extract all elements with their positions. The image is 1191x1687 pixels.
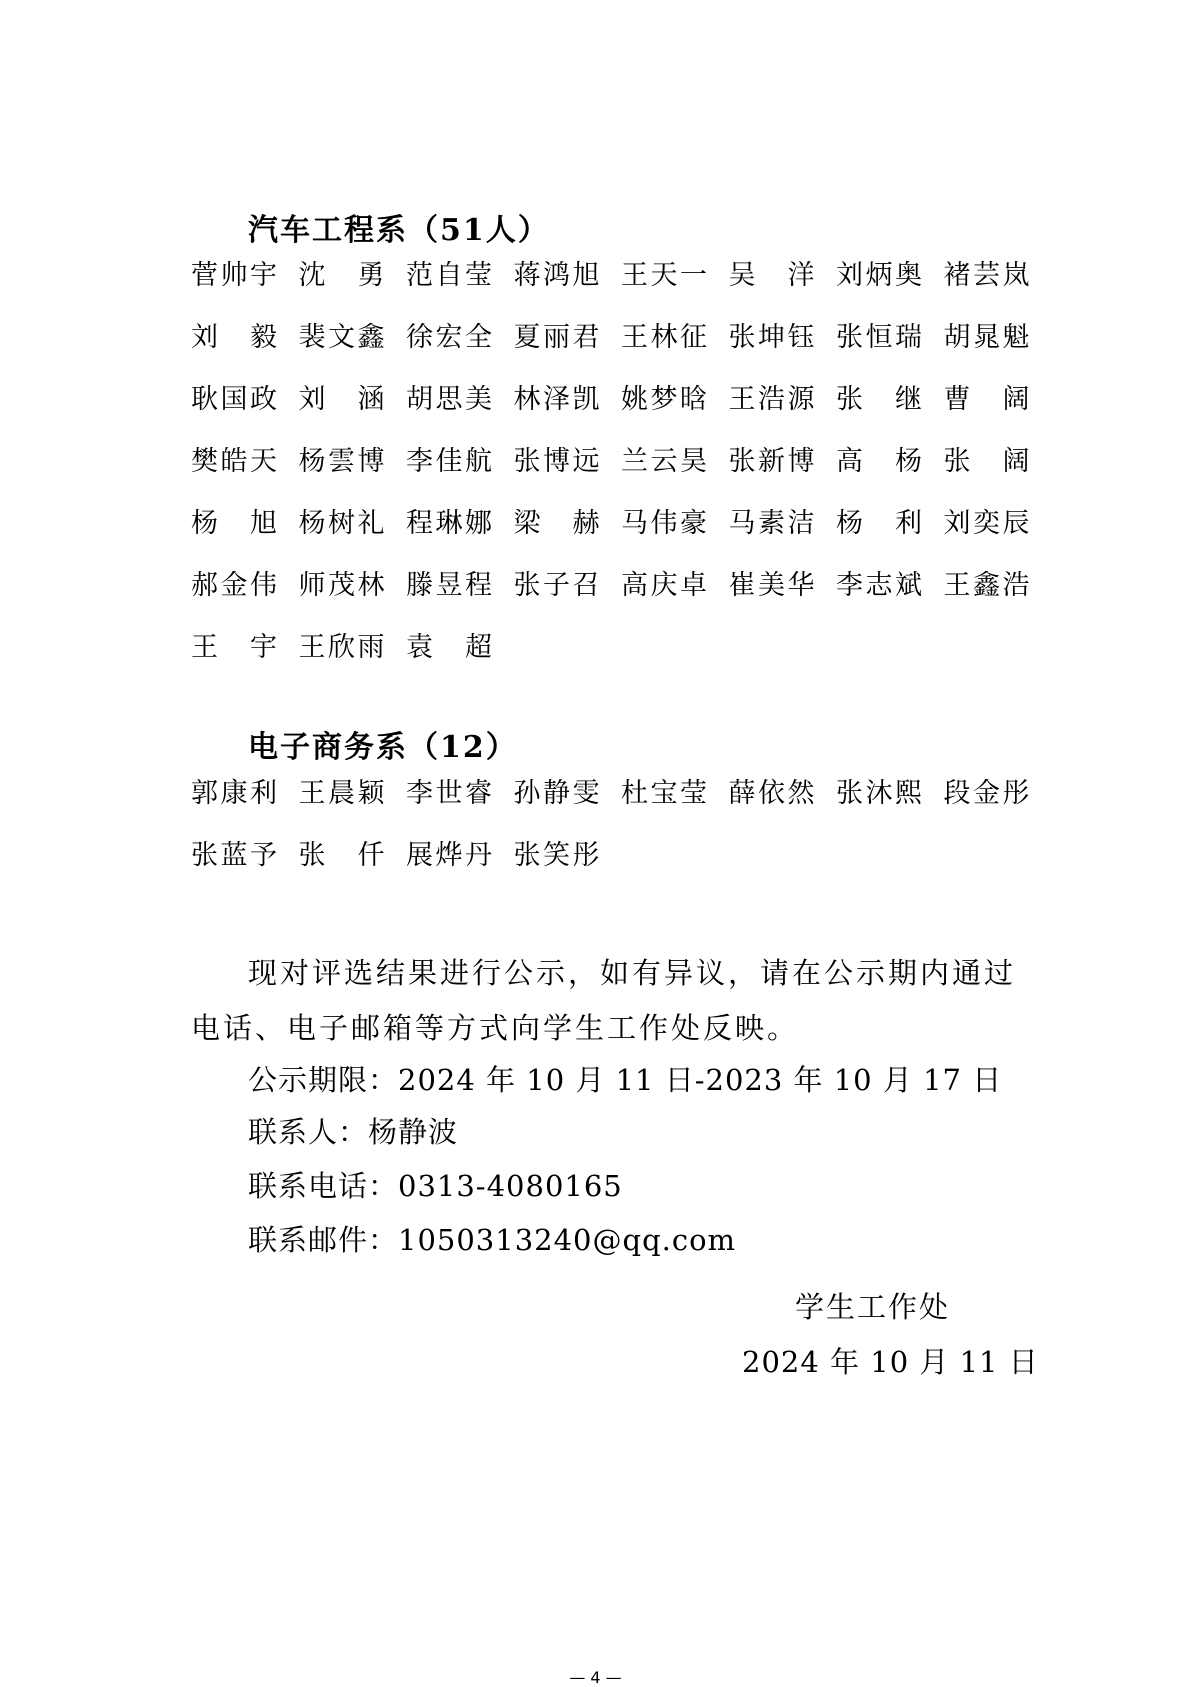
notice-contact-email: 联系邮件：1050313240@qq.com (248, 1223, 737, 1257)
person-name: 程 琳 娜 (406, 508, 492, 539)
person-name: 曹 阔 (943, 384, 1030, 415)
person-name: 兰 云 昊 (621, 446, 707, 477)
person-name: 樊 皓 天 (191, 446, 277, 477)
person-name: 马 伟 豪 (621, 508, 707, 539)
person-name: 马 素 洁 (728, 508, 815, 539)
person-name: 沈 勇 (298, 260, 385, 291)
person-name: 吴 洋 (728, 260, 815, 291)
person-name: 蒋 鸿 旭 (513, 260, 600, 291)
person-name: 郭 康 利 (191, 778, 277, 809)
person-name: 郝 金 伟 (191, 570, 277, 601)
person-name: 孙 静 雯 (513, 778, 600, 809)
person-name: 褚 芸 岚 (943, 260, 1030, 291)
notice-paragraph-line-2: 电话、电子邮箱等方式向学生工作处反映。 (191, 1011, 800, 1045)
person-name: 梁 赫 (513, 508, 600, 539)
person-name: 张 博 远 (513, 446, 600, 477)
person-name: 徐 宏 全 (406, 322, 492, 353)
person-name: 崔 美 华 (728, 570, 815, 601)
person-name: 张 蓝 予 (191, 840, 277, 871)
name-grid-auto-engineering (191, 245, 1051, 679)
person-name: 袁 超 (406, 632, 492, 663)
person-name: 王 林 征 (621, 322, 707, 353)
person-name: 胡 思 美 (406, 384, 492, 415)
person-name: 张 笑 彤 (513, 840, 600, 871)
person-name: 展 烨 丹 (406, 840, 492, 871)
person-name: 刘 奕 辰 (943, 508, 1030, 539)
person-name: 杨 雲 博 (298, 446, 385, 477)
person-name: 王 天 一 (621, 260, 707, 291)
person-name: 张 沐 熙 (836, 778, 922, 809)
person-name: 刘 毅 (191, 322, 277, 353)
person-name: 王 晨 颖 (298, 778, 385, 809)
notice-period: 公示期限：2024 年 10 月 11 日-2023 年 10 月 17 日 (248, 1063, 1003, 1097)
person-name: 胡 晁 魁 (943, 322, 1030, 353)
person-name: 裴 文 鑫 (298, 322, 385, 353)
person-name: 滕 昱 程 (406, 570, 492, 601)
person-name: 李 志 斌 (836, 570, 922, 601)
person-name: 张 阔 (943, 446, 1030, 477)
person-name: 高 庆 卓 (621, 570, 707, 601)
person-name: 张 子 召 (513, 570, 600, 601)
person-name: 耿 国 政 (191, 384, 277, 415)
person-name: 薛 依 然 (728, 778, 815, 809)
person-name: 张 继 (836, 384, 922, 415)
notice-contact-phone: 联系电话：0313-4080165 (248, 1169, 623, 1203)
person-name: 杜 宝 莹 (621, 778, 707, 809)
notice-paragraph-line-1: 现对评选结果进行公示，如有异议，请在公示期内通过 (248, 956, 1017, 990)
person-name: 王 欣 雨 (298, 632, 385, 663)
person-name: 王 宇 (191, 632, 277, 663)
section-title-ecommerce: 电子商务系（12） (248, 730, 518, 765)
person-name: 李 佳 航 (406, 446, 492, 477)
person-name: 杨 旭 (191, 508, 277, 539)
person-name: 林 泽 凯 (513, 384, 600, 415)
name-grid-ecommerce (191, 763, 1051, 887)
person-name: 王 鑫 浩 (943, 570, 1030, 601)
person-name: 刘 炳 奥 (836, 260, 922, 291)
person-name: 张 仟 (298, 840, 385, 871)
signature-org: 学生工作处 (795, 1290, 951, 1324)
person-name: 王 浩 源 (728, 384, 815, 415)
person-name: 师 茂 林 (298, 570, 385, 601)
person-name: 张 恒 瑞 (836, 322, 922, 353)
person-name: 张 新 博 (728, 446, 815, 477)
person-name: 刘 涵 (298, 384, 385, 415)
notice-contact-person: 联系人：杨静波 (248, 1115, 459, 1149)
person-name: 姚 梦 晗 (621, 384, 707, 415)
person-name: 杨 树 礼 (298, 508, 385, 539)
person-name: 高 杨 (836, 446, 922, 477)
person-name: 菅 帅 宇 (191, 260, 277, 291)
person-name: 张 坤 钰 (728, 322, 815, 353)
signature-date: 2024 年 10 月 11 日 (742, 1345, 1039, 1379)
section-title-auto-engineering: 汽车工程系（51人） (248, 213, 550, 248)
person-name: 夏 丽 君 (513, 322, 600, 353)
person-name: 李 世 睿 (406, 778, 492, 809)
person-name: 杨 利 (836, 508, 922, 539)
page-number: — 4 — (569, 1668, 622, 1687)
person-name: 段 金 彤 (943, 778, 1030, 809)
person-name: 范 自 莹 (406, 260, 492, 291)
